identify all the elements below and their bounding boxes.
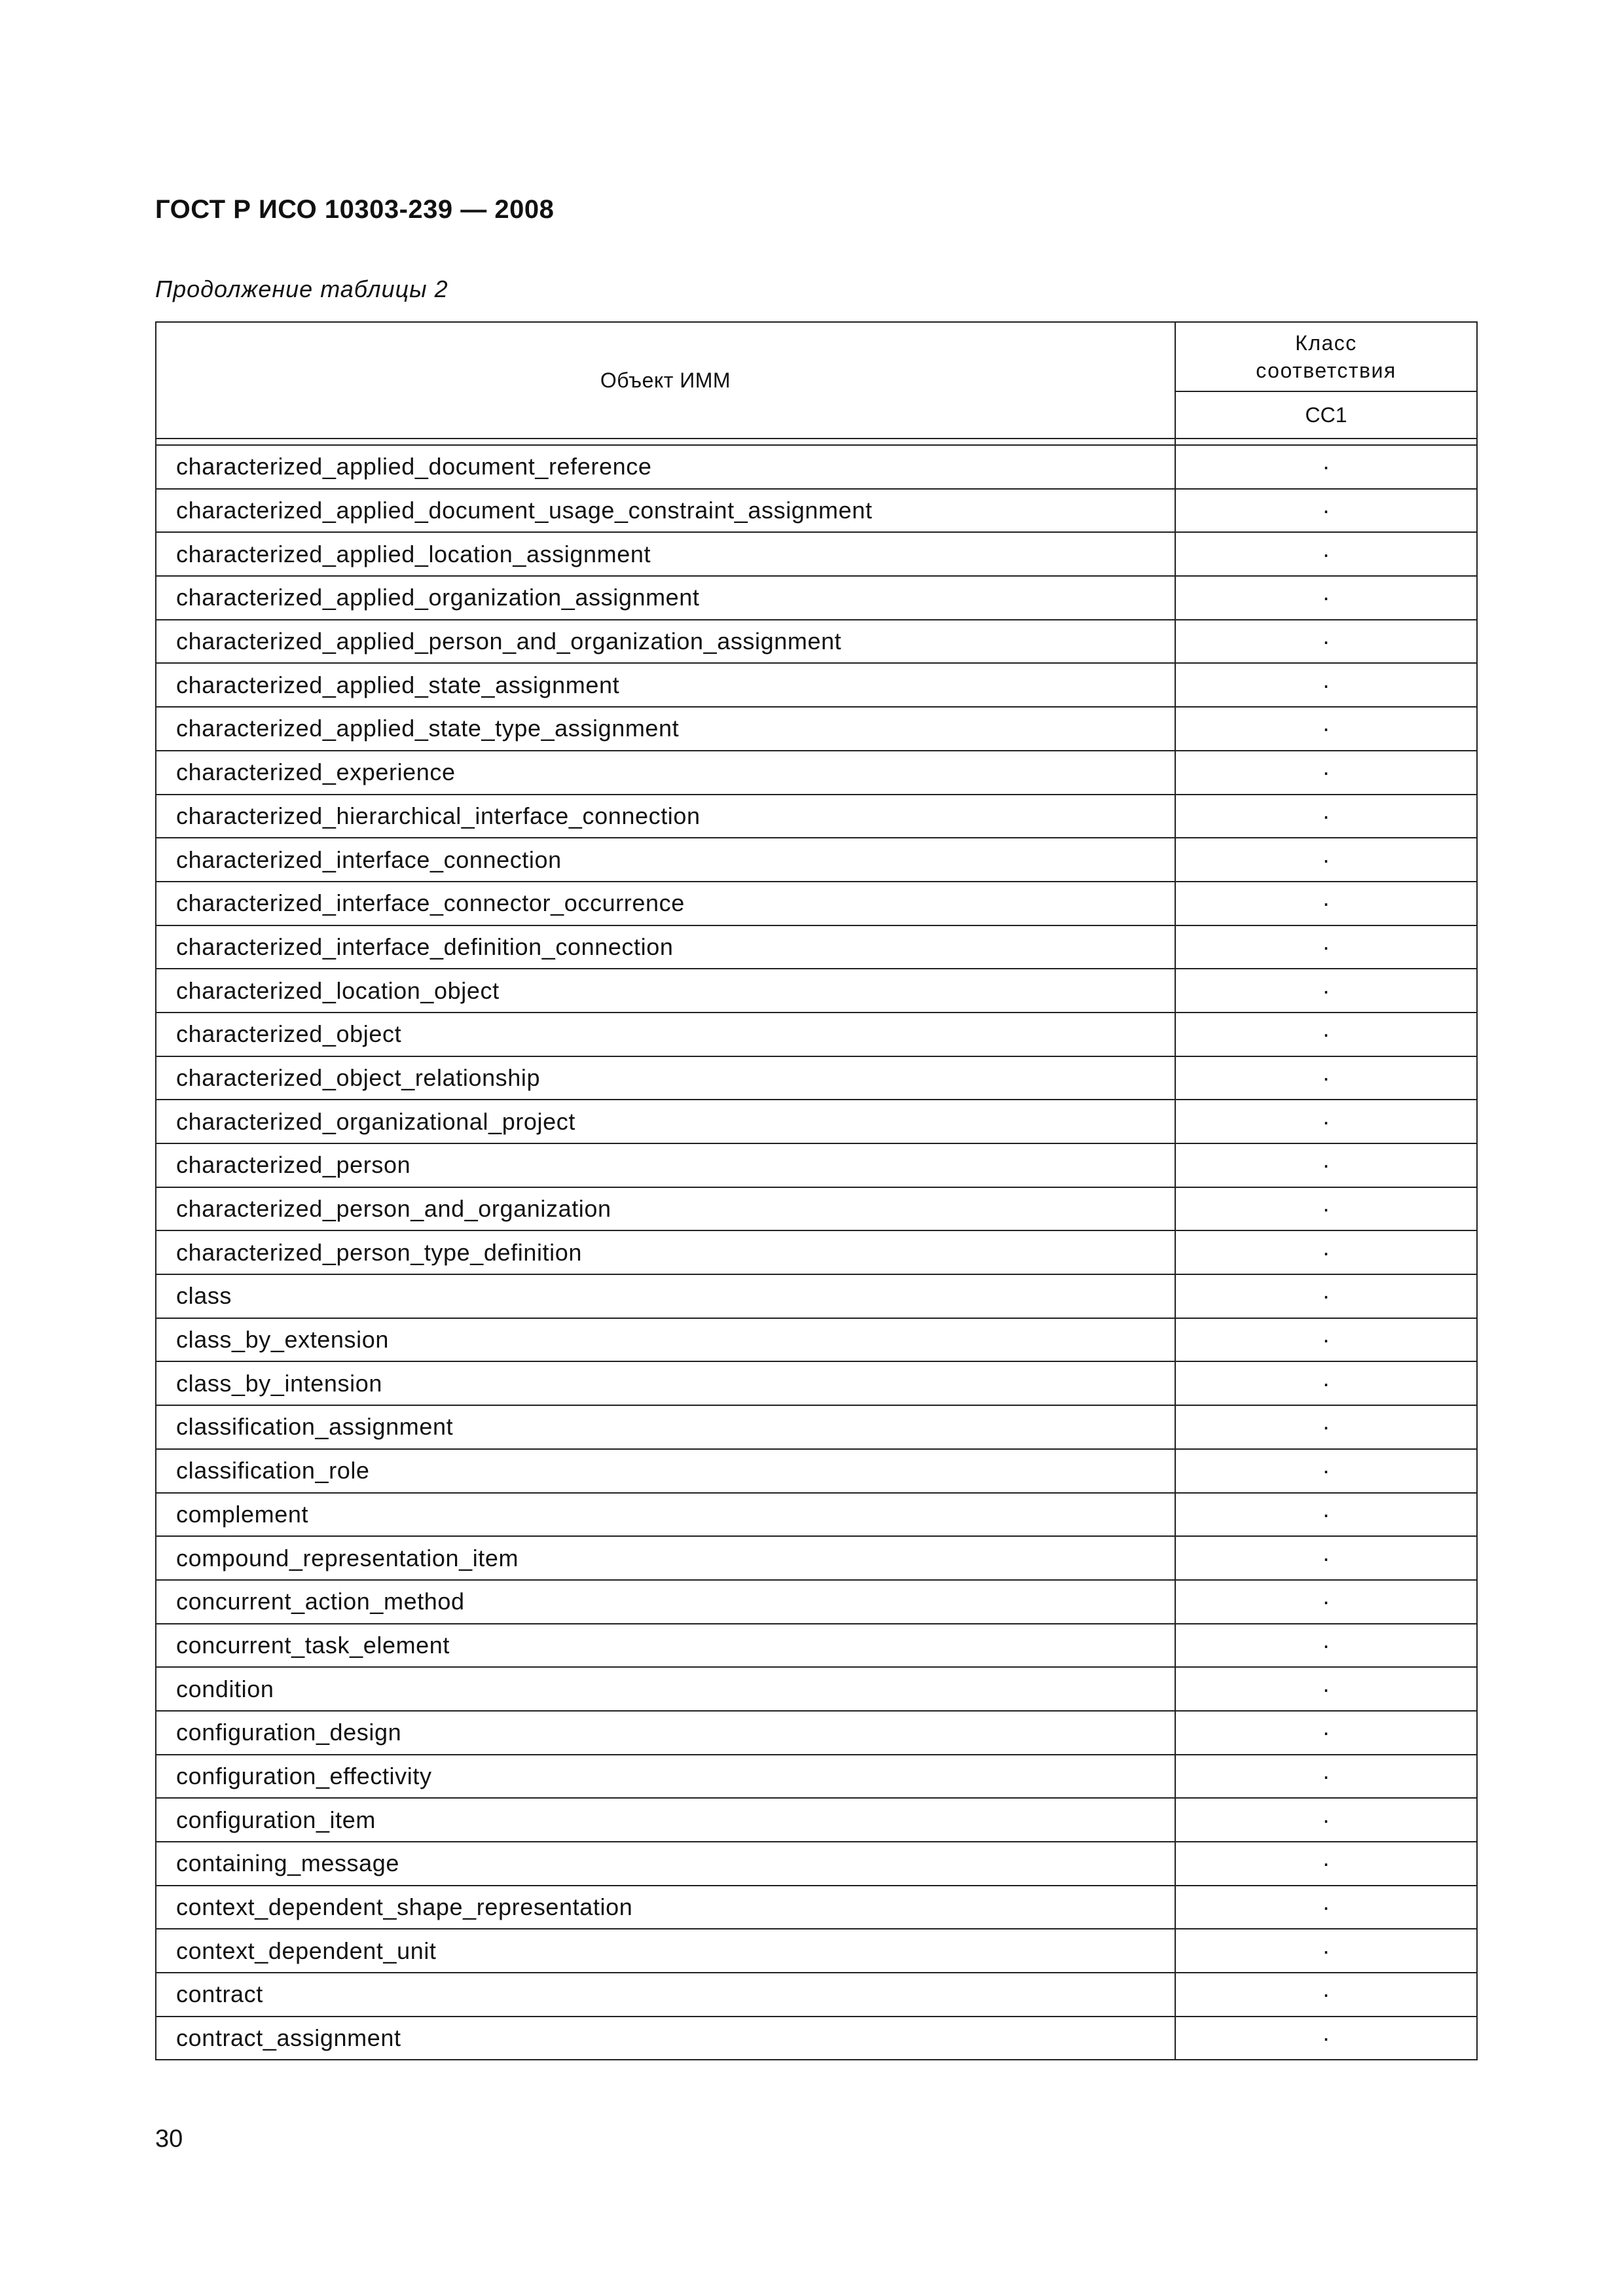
object-name-cell: characterized_applied_state_assignment xyxy=(156,663,1175,707)
cc1-value-cell: · xyxy=(1175,1973,1477,2017)
object-name-cell: concurrent_task_element xyxy=(156,1624,1175,1668)
object-name-cell: classification_role xyxy=(156,1449,1175,1493)
cc1-value-cell: · xyxy=(1175,1187,1477,1231)
table-row xyxy=(156,1318,1477,1362)
table-header xyxy=(156,322,1477,445)
table-row xyxy=(156,2017,1477,2060)
cc1-value-cell: · xyxy=(1175,1886,1477,1929)
column-header-class-line2: соответствия xyxy=(1256,359,1396,382)
conformance-table-container xyxy=(155,321,1476,2060)
conformance-table xyxy=(155,321,1478,2060)
table-row xyxy=(156,1361,1477,1405)
cc1-value-cell: · xyxy=(1175,1449,1477,1493)
object-name-cell: class xyxy=(156,1274,1175,1318)
cc1-value-cell: · xyxy=(1175,1755,1477,1799)
table-row xyxy=(156,445,1477,489)
object-name-cell: characterized_applied_document_usage_constraint_assignment xyxy=(156,489,1175,533)
object-name-cell: context_dependent_shape_representation xyxy=(156,1886,1175,1929)
object-name-cell: context_dependent_unit xyxy=(156,1929,1175,1973)
table-row xyxy=(156,795,1477,838)
table-row xyxy=(156,1886,1477,1929)
table-row xyxy=(156,1230,1477,1274)
table-row xyxy=(156,925,1477,969)
table-row xyxy=(156,1493,1477,1537)
column-header-object: Объект ИММ xyxy=(156,322,1175,439)
cc1-value-cell: · xyxy=(1175,1274,1477,1318)
object-name-cell: characterized_object_relationship xyxy=(156,1056,1175,1100)
table-row xyxy=(156,1973,1477,2017)
table-row xyxy=(156,620,1477,664)
object-name-cell: characterized_applied_location_assignment xyxy=(156,532,1175,576)
table-caption: Продолжение таблицы 2 xyxy=(155,276,448,302)
table-row xyxy=(156,1929,1477,1973)
table-row xyxy=(156,969,1477,1013)
cc1-value-cell: · xyxy=(1175,576,1477,620)
cc1-value-cell: · xyxy=(1175,532,1477,576)
table-row xyxy=(156,1143,1477,1187)
cc1-value-cell: · xyxy=(1175,1624,1477,1668)
cc1-value-cell: · xyxy=(1175,795,1477,838)
cc1-value-cell: · xyxy=(1175,620,1477,664)
table-row xyxy=(156,1056,1477,1100)
table-row xyxy=(156,1405,1477,1449)
table-row xyxy=(156,1187,1477,1231)
cc1-value-cell: · xyxy=(1175,489,1477,533)
page-number: 30 xyxy=(155,2125,183,2153)
object-name-cell: characterized_interface_connector_occurrence xyxy=(156,882,1175,925)
object-name-cell: characterized_interface_connection xyxy=(156,838,1175,882)
table-row xyxy=(156,663,1477,707)
table-row xyxy=(156,532,1477,576)
table-row xyxy=(156,882,1477,925)
object-name-cell: characterized_person xyxy=(156,1143,1175,1187)
table-row xyxy=(156,1842,1477,1886)
column-header-class-line1: Класс xyxy=(1295,331,1357,355)
object-name-cell: contract xyxy=(156,1973,1175,2017)
cc1-value-cell: · xyxy=(1175,1056,1477,1100)
table-row xyxy=(156,1100,1477,1143)
object-name-cell: configuration_item xyxy=(156,1798,1175,1842)
cc1-value-cell: · xyxy=(1175,1013,1477,1056)
cc1-value-cell: · xyxy=(1175,663,1477,707)
cc1-value-cell: · xyxy=(1175,751,1477,795)
cc1-value-cell: · xyxy=(1175,1536,1477,1580)
table-row xyxy=(156,1798,1477,1842)
table-row xyxy=(156,1667,1477,1711)
cc1-value-cell: · xyxy=(1175,1667,1477,1711)
cc1-value-cell: · xyxy=(1175,882,1477,925)
object-name-cell: configuration_design xyxy=(156,1711,1175,1755)
object-name-cell: class_by_extension xyxy=(156,1318,1175,1362)
cc1-value-cell: · xyxy=(1175,2017,1477,2060)
object-name-cell: characterized_interface_definition_connection xyxy=(156,925,1175,969)
cc1-value-cell: · xyxy=(1175,1230,1477,1274)
cc1-value-cell: · xyxy=(1175,1405,1477,1449)
object-name-cell: configuration_effectivity xyxy=(156,1755,1175,1799)
table-row xyxy=(156,838,1477,882)
object-name-cell: characterized_applied_document_reference xyxy=(156,445,1175,489)
cc1-value-cell: · xyxy=(1175,1493,1477,1537)
object-name-cell: classification_assignment xyxy=(156,1405,1175,1449)
cc1-value-cell: · xyxy=(1175,925,1477,969)
object-name-cell: characterized_applied_state_type_assignment xyxy=(156,707,1175,751)
table-row xyxy=(156,1274,1477,1318)
object-name-cell: characterized_applied_person_and_organization_assignment xyxy=(156,620,1175,664)
object-name-cell: compound_representation_item xyxy=(156,1536,1175,1580)
cc1-value-cell: · xyxy=(1175,1100,1477,1143)
cc1-value-cell: · xyxy=(1175,1842,1477,1886)
object-name-cell: class_by_intension xyxy=(156,1361,1175,1405)
cc1-value-cell: · xyxy=(1175,1929,1477,1973)
cc1-value-cell: · xyxy=(1175,707,1477,751)
object-name-cell: characterized_location_object xyxy=(156,969,1175,1013)
table-row xyxy=(156,707,1477,751)
cc1-value-cell: · xyxy=(1175,1143,1477,1187)
object-name-cell: characterized_experience xyxy=(156,751,1175,795)
document-id-header: ГОСТ Р ИСО 10303-239 — 2008 xyxy=(155,195,555,224)
cc1-value-cell: · xyxy=(1175,1711,1477,1755)
object-name-cell: characterized_person_and_organization xyxy=(156,1187,1175,1231)
table-body xyxy=(156,445,1477,2060)
table-row xyxy=(156,576,1477,620)
column-header-cc1: CC1 xyxy=(1175,391,1477,439)
object-name-cell: contract_assignment xyxy=(156,2017,1175,2060)
object-name-cell: characterized_person_type_definition xyxy=(156,1230,1175,1274)
cc1-value-cell: · xyxy=(1175,1361,1477,1405)
cc1-value-cell: · xyxy=(1175,969,1477,1013)
cc1-value-cell: · xyxy=(1175,838,1477,882)
header-separator xyxy=(156,439,1477,445)
table-row xyxy=(156,1755,1477,1799)
table-row xyxy=(156,1536,1477,1580)
object-name-cell: concurrent_action_method xyxy=(156,1580,1175,1624)
object-name-cell: characterized_organizational_project xyxy=(156,1100,1175,1143)
cc1-value-cell: · xyxy=(1175,445,1477,489)
table-row xyxy=(156,751,1477,795)
column-header-conformance-class xyxy=(1175,322,1477,391)
table-row xyxy=(156,1580,1477,1624)
cc1-value-cell: · xyxy=(1175,1798,1477,1842)
object-name-cell: complement xyxy=(156,1493,1175,1537)
table-row xyxy=(156,1624,1477,1668)
table-row xyxy=(156,489,1477,533)
object-name-cell: containing_message xyxy=(156,1842,1175,1886)
table-row xyxy=(156,1013,1477,1056)
object-name-cell: characterized_object xyxy=(156,1013,1175,1056)
object-name-cell: characterized_applied_organization_assignment xyxy=(156,576,1175,620)
table-row xyxy=(156,1449,1477,1493)
object-name-cell: condition xyxy=(156,1667,1175,1711)
cc1-value-cell: · xyxy=(1175,1580,1477,1624)
table-row xyxy=(156,1711,1477,1755)
cc1-value-cell: · xyxy=(1175,1318,1477,1362)
object-name-cell: characterized_hierarchical_interface_connection xyxy=(156,795,1175,838)
